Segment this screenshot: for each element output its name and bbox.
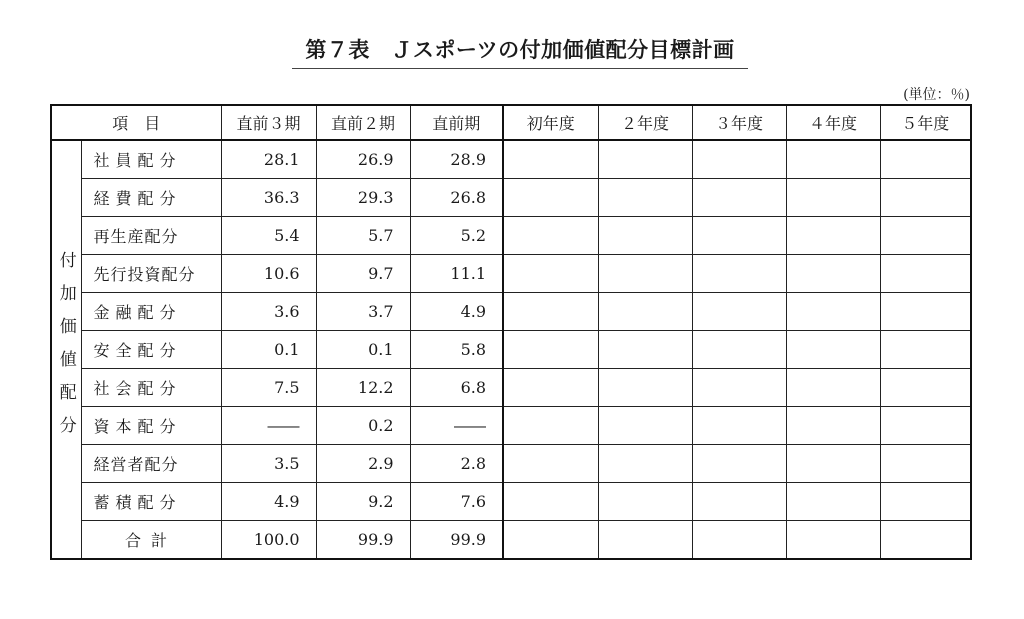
plan-cell xyxy=(786,179,880,217)
plan-cell xyxy=(786,521,880,560)
value-cell: 26.9 xyxy=(316,140,410,179)
plan-cell xyxy=(692,255,786,293)
value-cell: 4.9 xyxy=(221,483,316,521)
row-label: 資本配分 xyxy=(81,407,221,445)
plan-cell xyxy=(880,217,971,255)
plan-cell xyxy=(598,179,692,217)
header-col: ３年度 xyxy=(692,105,786,140)
plan-cell xyxy=(503,407,598,445)
plan-cell xyxy=(503,445,598,483)
value-cell: 28.9 xyxy=(410,140,503,179)
plan-cell xyxy=(880,407,971,445)
plan-cell xyxy=(880,521,971,560)
plan-cell xyxy=(880,293,971,331)
row-label: 安全配分 xyxy=(81,331,221,369)
allocation-table xyxy=(50,104,972,560)
plan-cell xyxy=(503,521,598,560)
value-cell: 3.5 xyxy=(221,445,316,483)
plan-cell xyxy=(880,179,971,217)
plan-cell xyxy=(598,331,692,369)
plan-cell xyxy=(598,521,692,560)
row-label: 先行投資配分 xyxy=(81,255,221,293)
plan-cell xyxy=(692,217,786,255)
plan-cell xyxy=(598,445,692,483)
value-cell: 5.2 xyxy=(410,217,503,255)
plan-cell xyxy=(786,255,880,293)
plan-cell xyxy=(598,255,692,293)
value-cell: 0.2 xyxy=(316,407,410,445)
plan-cell xyxy=(503,140,598,179)
row-label: 社会配分 xyxy=(81,369,221,407)
plan-cell xyxy=(880,255,971,293)
plan-cell xyxy=(692,369,786,407)
value-cell: 4.9 xyxy=(410,293,503,331)
total-value-cell: 100.0 xyxy=(221,521,316,560)
plan-cell xyxy=(503,179,598,217)
plan-cell xyxy=(786,140,880,179)
table-row xyxy=(51,140,971,179)
table-row xyxy=(51,293,971,331)
total-label: 合計 xyxy=(81,521,221,560)
row-label: 金融配分 xyxy=(81,293,221,331)
plan-cell xyxy=(786,369,880,407)
row-label: 経費配分 xyxy=(81,179,221,217)
unit-note: (単位：％) xyxy=(903,87,970,103)
table-row xyxy=(51,369,971,407)
plan-cell xyxy=(503,331,598,369)
value-cell: ―― xyxy=(410,407,503,445)
plan-cell xyxy=(598,407,692,445)
value-cell: 7.6 xyxy=(410,483,503,521)
table-row xyxy=(51,255,971,293)
value-cell: 36.3 xyxy=(221,179,316,217)
plan-cell xyxy=(692,407,786,445)
value-cell: 28.1 xyxy=(221,140,316,179)
value-cell: 9.2 xyxy=(316,483,410,521)
value-cell: 3.7 xyxy=(316,293,410,331)
total-value-cell: 99.9 xyxy=(316,521,410,560)
table-row xyxy=(51,217,971,255)
plan-cell xyxy=(598,140,692,179)
plan-cell xyxy=(692,521,786,560)
value-cell: 0.1 xyxy=(316,331,410,369)
plan-cell xyxy=(786,445,880,483)
plan-cell xyxy=(692,331,786,369)
plan-cell xyxy=(503,217,598,255)
title-underline xyxy=(292,68,748,69)
value-cell: 7.5 xyxy=(221,369,316,407)
plan-cell xyxy=(503,369,598,407)
plan-cell xyxy=(786,217,880,255)
plan-cell xyxy=(880,483,971,521)
value-cell: 11.1 xyxy=(410,255,503,293)
plan-cell xyxy=(880,331,971,369)
plan-cell xyxy=(692,483,786,521)
plan-cell xyxy=(598,483,692,521)
header-col: ２年度 xyxy=(598,105,692,140)
plan-cell xyxy=(598,369,692,407)
plan-cell xyxy=(786,293,880,331)
plan-cell xyxy=(692,179,786,217)
plan-cell xyxy=(503,483,598,521)
plan-cell xyxy=(786,483,880,521)
plan-cell xyxy=(880,140,971,179)
value-cell: ―― xyxy=(221,407,316,445)
value-cell: 2.8 xyxy=(410,445,503,483)
plan-cell xyxy=(880,445,971,483)
value-cell: 5.8 xyxy=(410,331,503,369)
plan-cell xyxy=(786,407,880,445)
plan-cell xyxy=(692,140,786,179)
row-label: 再生産配分 xyxy=(81,217,221,255)
plan-cell xyxy=(692,293,786,331)
plan-cell xyxy=(503,293,598,331)
table-row xyxy=(51,179,971,217)
value-cell: 12.2 xyxy=(316,369,410,407)
plan-cell xyxy=(598,293,692,331)
value-cell: 3.6 xyxy=(221,293,316,331)
table-title: 第７表 Ｊスポーツの付加価値配分目標計画 xyxy=(305,38,735,62)
value-cell: 29.3 xyxy=(316,179,410,217)
total-row xyxy=(51,521,971,560)
value-cell: 5.7 xyxy=(316,217,410,255)
table-body xyxy=(51,140,971,559)
value-cell: 9.7 xyxy=(316,255,410,293)
table-row xyxy=(51,483,971,521)
value-cell: 26.8 xyxy=(410,179,503,217)
table-row xyxy=(51,445,971,483)
plan-cell xyxy=(598,217,692,255)
table-row xyxy=(51,407,971,445)
value-cell: 0.1 xyxy=(221,331,316,369)
plan-cell xyxy=(503,255,598,293)
plan-cell xyxy=(786,331,880,369)
header-row xyxy=(51,105,971,140)
group-label: 付加価値配分 xyxy=(51,140,81,559)
value-cell: 5.4 xyxy=(221,217,316,255)
header-col: 初年度 xyxy=(503,105,598,140)
header-col: ４年度 xyxy=(786,105,880,140)
header-col: 直前３期 xyxy=(221,105,316,140)
header-col: 直前期 xyxy=(410,105,503,140)
value-cell: 6.8 xyxy=(410,369,503,407)
header-col: ５年度 xyxy=(880,105,971,140)
total-value-cell: 99.9 xyxy=(410,521,503,560)
plan-cell xyxy=(880,369,971,407)
value-cell: 10.6 xyxy=(221,255,316,293)
header-item: 項 目 xyxy=(51,105,221,140)
header-col: 直前２期 xyxy=(316,105,410,140)
row-label: 社員配分 xyxy=(81,140,221,179)
plan-cell xyxy=(692,445,786,483)
row-label: 蓄積配分 xyxy=(81,483,221,521)
row-label: 経営者配分 xyxy=(81,445,221,483)
value-cell: 2.9 xyxy=(316,445,410,483)
table-row xyxy=(51,331,971,369)
